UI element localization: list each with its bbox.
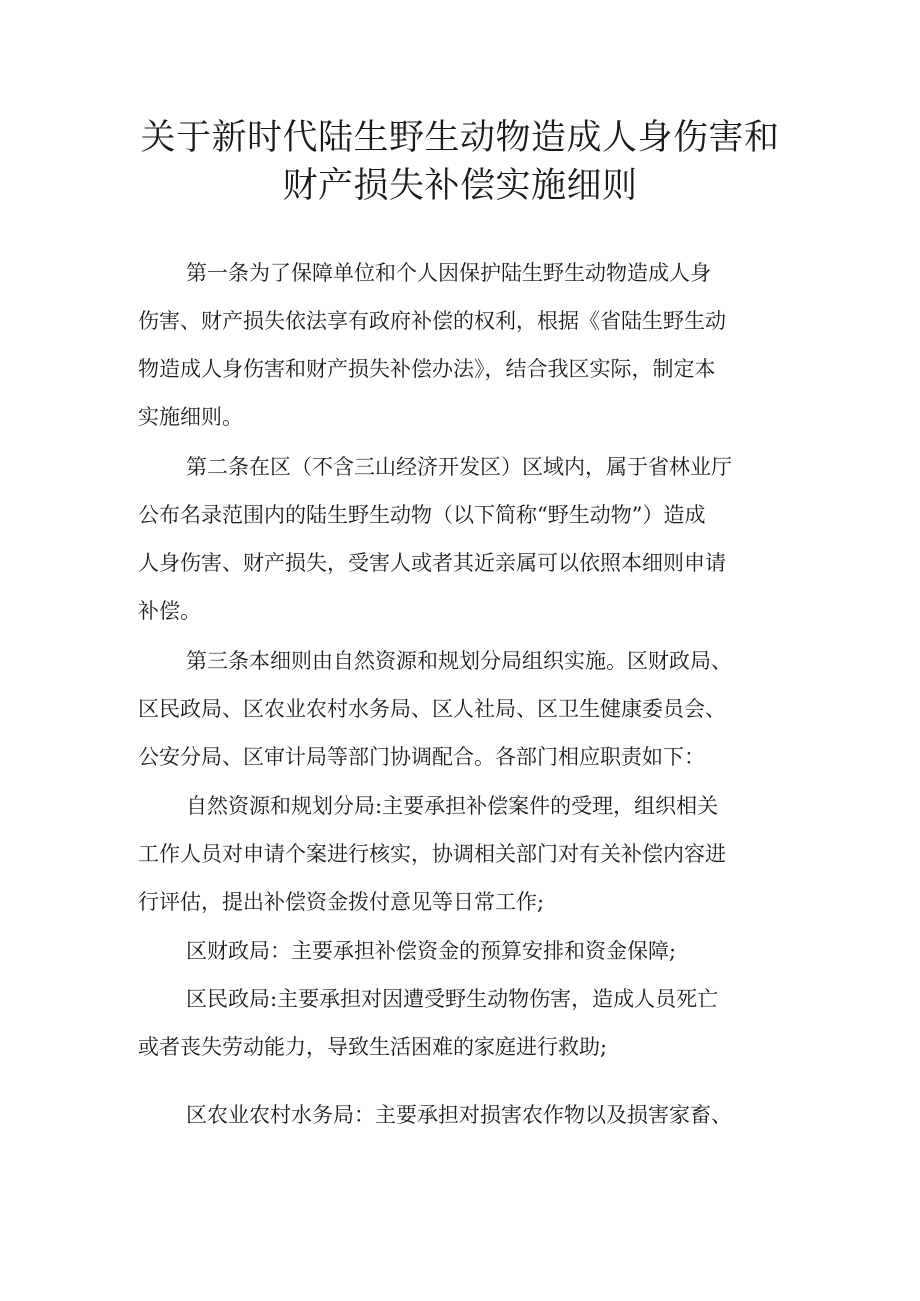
paragraph-line: 公布名录范围内的陆生野生动物（以下简称“野生动物”）造成 (138, 503, 706, 527)
paragraph-agriculture-bureau (138, 1091, 788, 1139)
paragraph-line: 人身伤害、财产损失，受害人或者其近亲属可以依照本细则申请 (138, 551, 726, 575)
document-title-line-1: 关于新时代陆生野生动物造成人身伤害和 (140, 118, 780, 158)
paragraph-finance-bureau (138, 927, 788, 975)
paragraph-line: 补偿。 (138, 599, 201, 623)
paragraph-civil-affairs-bureau (138, 975, 788, 1071)
paragraph-line: 工作人员对申请个案进行核实，协调相关部门对有关补偿内容进 (138, 842, 726, 866)
paragraph-line: 区民政局、区农业农村水务局、区人社局、区卫生健康委员会、 (138, 697, 726, 721)
paragraph-line: 第一条为了保障单位和个人因保护陆生野生动物造成人身 (186, 261, 711, 285)
paragraph-line: 区民政局:主要承担对因遭受野生动物伤害，造成人员死亡 (186, 987, 719, 1011)
paragraph-line: 区农业农村水务局：主要承担对损害农作物以及损害家畜、 (186, 1103, 732, 1127)
paragraph-article-1 (138, 249, 788, 441)
paragraph-line: 行评估，提出补偿资金拨付意见等日常工作; (138, 890, 545, 914)
paragraph-line: 实施细则。 (138, 405, 243, 429)
paragraph-line: 物造成人身伤害和财产损失补偿办法》，结合我区实际，制定本 (138, 357, 716, 381)
paragraph-line: 伤害、财产损失依法享有政府补偿的权利，根据《省陆生野生动 (138, 309, 726, 333)
paragraph-article-3 (138, 637, 788, 781)
paragraph-line: 第二条在区（不含三山经济开发区）区域内，属于省林业厅 (186, 455, 732, 479)
paragraph-natural-resources-bureau (138, 782, 788, 926)
paragraph-article-2 (138, 443, 788, 635)
paragraph-line: 公安分局、区审计局等部门协调配合。各部门相应职责如下： (138, 745, 705, 769)
paragraph-line: 第三条本细则由自然资源和规划分局组织实施。区财政局、 (186, 649, 732, 673)
document-title-line-2: 财产损失补偿实施细则 (282, 166, 638, 206)
paragraph-line: 自然资源和规划分局:主要承担补偿案件的受理，组织相关 (186, 794, 719, 818)
paragraph-line: 区财政局：主要承担补偿资金的预算安排和资金保障; (186, 939, 677, 963)
paragraph-line: 或者丧失劳动能力，导致生活困难的家庭进行救助; (138, 1035, 608, 1059)
